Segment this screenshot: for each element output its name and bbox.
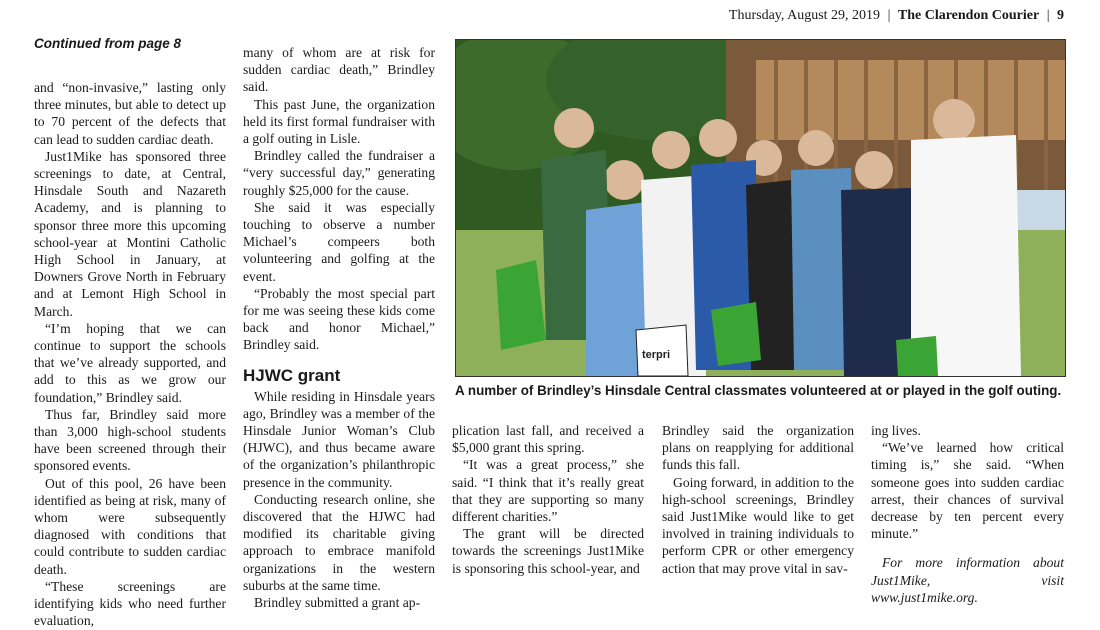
- paragraph: plication last fall, and received a $5,000 grant this spring.: [452, 423, 644, 456]
- paragraph: “Probably the most special part for me was seeing these kids come back and honor Michael,” Brindley said.: [243, 285, 435, 353]
- page-header: [729, 8, 1064, 24]
- paragraph: Brindley said the organization plans on reapplying for additional funds this fall.: [662, 423, 854, 473]
- paragraph: Just1Mike has sponsored three screenings to date, at Central, Hinsdale South and Nazareth Academy, and is planning to sponsor three more this upcoming school-year at Montini Catholic High School in January, at Downers Grove North in February and at Lemont High School in March.: [34, 148, 226, 319]
- paragraph: “I’m hoping that we can continue to support the schools that we’ve already supported, and add to this as we grow our foundation,” Brindley said.: [34, 320, 226, 405]
- paragraph: The grant will be directed towards the screenings Just1Mike is sponsoring this school-year, and: [452, 526, 644, 576]
- section-subhead: HJWC grant: [243, 365, 341, 385]
- photo-caption: A number of Brindley’s Hinsdale Central classmates volunteered at or played in the golf outing.: [455, 383, 1062, 398]
- paragraph: Brindley called the fundraiser a “very successful day,” generating roughly $25,000 for the cause.: [243, 148, 435, 198]
- group-photo: [455, 39, 1066, 377]
- paragraph: Going forward, in addition to the high-school screenings, Brindley said Just1Mike would like to get involved in training individuals to perform CPR or other emergency action that may prove vital in sav-: [662, 474, 854, 576]
- paragraph: and “non-invasive,” lasting only three minutes, but able to detect up to 70 percent of the defects that can lead to sudden cardiac death.: [34, 80, 226, 147]
- issue-date: Thursday, August 29, 2019: [728, 8, 881, 23]
- paragraph: “We’ve learned how critical timing is,” she said. “When someone goes into sudden cardiac arrest, their chances of survival decrease by ten percent every minute.”: [871, 440, 1064, 542]
- paragraph: This past June, the organization held its first formal fundraiser with a golf outing in Lisle.: [243, 96, 435, 147]
- header-separator-2: |: [1046, 8, 1050, 23]
- paragraph: “These screenings are identifying kids who need further evaluation,: [34, 578, 226, 629]
- article-column-2: [243, 44, 435, 611]
- paragraph: While residing in Hinsdale years ago, Brindley was a member of the Hinsdale Junior Woman’s Club (HJWC), and thus became aware of the organization’s philanthropic presence in the community.: [243, 388, 435, 490]
- paragraph: Conducting research online, she discovered that the HJWC had modified its charitable giving approach to embrace manifold organizations in the western suburbs at the same time.: [243, 491, 435, 593]
- paragraph: She said it was especially touching to observe a number Michael’s compeers both volunteering and golfing at the event.: [243, 199, 435, 284]
- paragraph: ing lives.: [871, 423, 921, 438]
- article-column-3: [452, 422, 644, 577]
- continued-label: Continued from page 8: [34, 36, 182, 51]
- more-info-line: For more information about Just1Mike, visit www.just1mike.org.: [871, 555, 1064, 605]
- bag-logo-text: terpri: [642, 349, 671, 361]
- article-column-4: [662, 422, 854, 577]
- page-number: 9: [1057, 8, 1064, 23]
- golf-outing-photo-illustration: [456, 40, 1065, 376]
- paragraph: Brindley submitted a grant ap-: [254, 595, 421, 611]
- article-column-1: [34, 79, 226, 630]
- paragraph: “It was a great process,” she said. “I think that it’s really great that they are supporting so many different charities.”: [452, 457, 644, 525]
- paragraph: Out of this pool, 26 have been identified as being at risk, many of whom were subsequently diagnosed with conditions that could contribute to sudden cardiac death.: [34, 475, 226, 577]
- article-column-5: [871, 422, 1064, 606]
- paragraph: Thus far, Brindley said more than 3,000 high-school students have been screened through their sponsored events.: [34, 406, 226, 474]
- header-separator: |: [887, 8, 891, 23]
- paragraph: many of whom are at risk for sudden cardiac death,” Brindley said.: [243, 45, 435, 95]
- newspaper-name: The Clarendon Courier: [897, 8, 1040, 23]
